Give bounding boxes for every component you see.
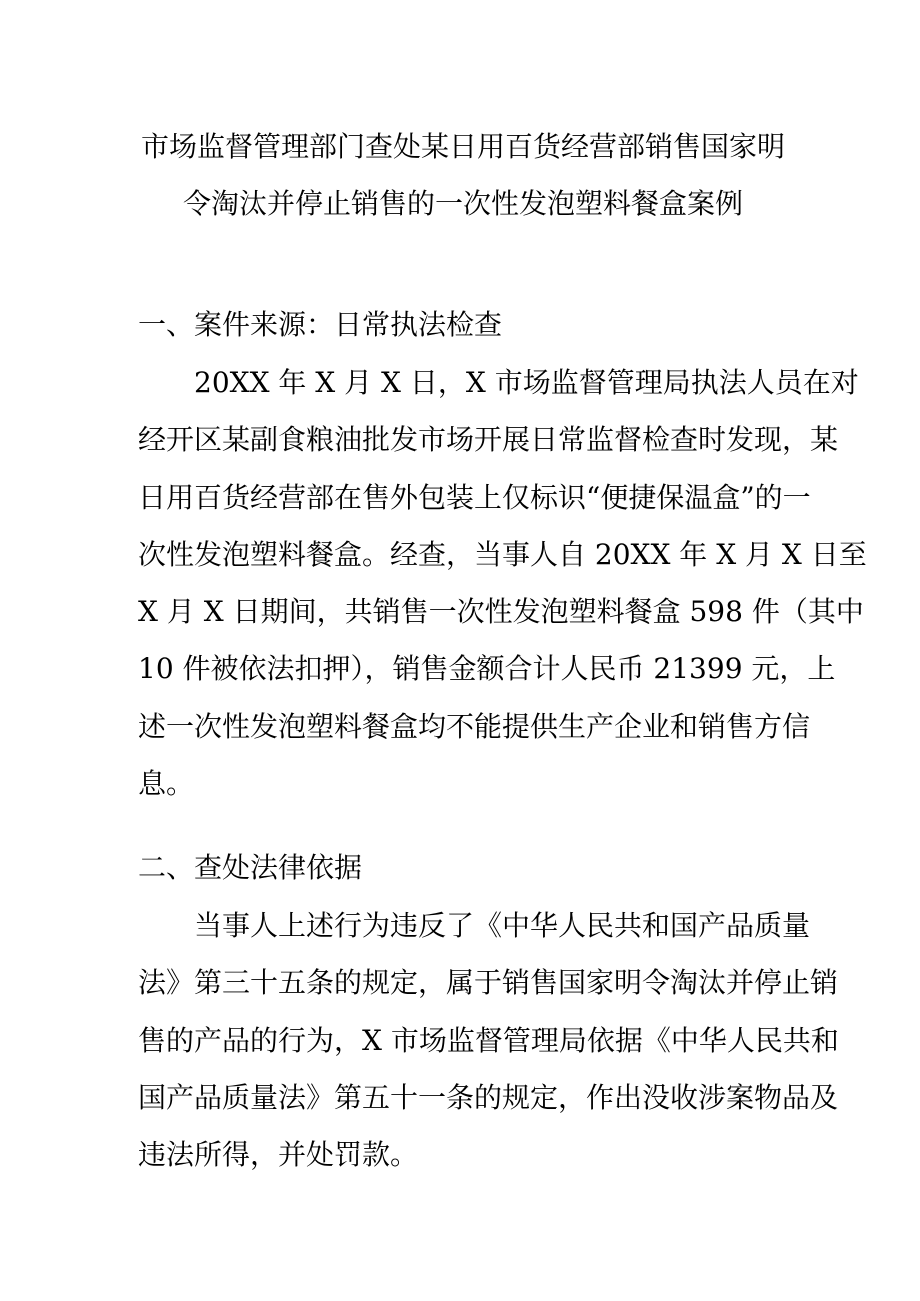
paragraph-line: 法》第三十五条的规定，属于销售国家明令淘汰并停止销 [138,966,839,1000]
section-paragraph-legal-basis [138,897,839,1183]
paragraph-line: 20XX 年 X 月 X 日，X 市场监督管理局执法人员在对 [194,366,859,399]
paragraph-line: 10 件被依法扣押），销售金额合计人民币 21399 元，上 [138,652,836,686]
paragraph-line: 国产品质量法》第五十一条的规定，作出没收涉案物品及 [138,1080,839,1114]
section-paragraph-case-source [138,354,867,812]
paragraph-line: 述一次性发泡塑料餐盒均不能提供生产企业和销售方信 [138,709,811,743]
paragraph-line: 当事人上述行为违反了《中华人民共和国产品质量 [194,909,811,942]
paragraph-line: 售的产品的行为，X 市场监督管理局依据《中华人民共和 [138,1023,839,1057]
title-line: 令淘汰并停止销售的一次性发泡塑料餐盒案例 [182,187,743,220]
paragraph-line: 违法所得，并处罚款。 [138,1138,419,1172]
paragraph-line: 次性发泡塑料餐盒。经查，当事人自 20XX 年 X 月 X 日至 [138,537,867,571]
paragraph-line: 经开区某副食粮油批发市场开展日常监督检查时发现，某 [138,423,839,457]
paragraph-line: 息。 [138,767,195,801]
section-heading-case-source: 一、案件来源：日常执法检查 [138,308,503,341]
title-line: 市场监督管理部门查处某日用百货经营部销售国家明 [140,130,785,163]
paragraph-line: X 月 X 日期间，共销售一次性发泡塑料餐盒 598 件（其中 [138,595,864,629]
paragraph-line: 日用百货经营部在售外包装上仅标识“便捷保温盒”的一 [138,480,811,514]
section-heading-legal-basis: 二、查处法律依据 [138,851,363,884]
document-title [138,118,788,232]
